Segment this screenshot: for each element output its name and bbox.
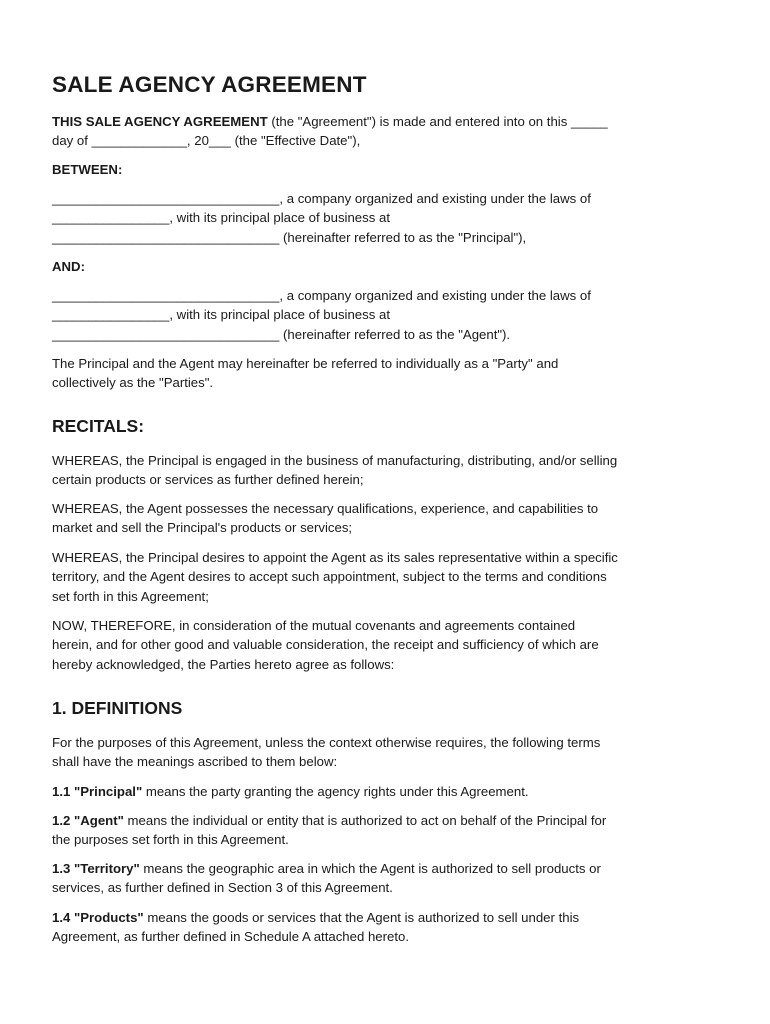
definition-2-line-1: 1.2 "Agent" means the individual or entity that is authorized to act on behalf of the Principal for	[52, 813, 607, 828]
recital-4-line-3: hereby acknowledged, the Parties hereto agree as follows:	[52, 657, 395, 672]
parties-line-1: The Principal and the Agent may hereinafter be referred to individually as a "Party" and	[52, 356, 559, 371]
recital-2-line-1: WHEREAS, the Agent possesses the necessary qualifications, experience, and capabilities to	[52, 501, 599, 516]
recitals-heading: RECITALS:	[52, 416, 145, 436]
recital-3-line-3: set forth in this Agreement;	[52, 589, 209, 604]
between-label: BETWEEN:	[52, 162, 123, 177]
recital-4-line-2: herein, and for other good and valuable consideration, the receipt and sufficiency of which are	[52, 637, 599, 652]
agent-line-1: _______________________________, a company organized and existing under the laws of	[52, 288, 591, 303]
definitions-heading: 1. DEFINITIONS	[52, 698, 183, 718]
recital-1-line-1: WHEREAS, the Principal is engaged in the business of manufacturing, distributing, and/or selling	[52, 453, 618, 468]
and-label: AND:	[52, 259, 85, 274]
definition-term: 1.2 "Agent"	[52, 813, 124, 828]
parties-line-2: collectively as the "Parties".	[52, 375, 214, 390]
document-title: SALE AGENCY AGREEMENT	[52, 72, 367, 97]
definition-1-line-1: 1.1 "Principal" means the party granting the agency rights under this Agreement.	[52, 784, 529, 799]
definition-3-line-2: services, as further defined in Section 3 of this Agreement.	[52, 880, 393, 895]
intro-line-1	[52, 112, 608, 132]
principal-line-1: _______________________________, a company organized and existing under the laws of	[52, 191, 591, 206]
recital-3-line-1: WHEREAS, the Principal desires to appoint the Agent as its sales representative within a specific	[52, 550, 618, 565]
principal-line-3: _______________________________ (hereinafter referred to as the "Principal"),	[52, 230, 527, 245]
intro-text: (the "Agreement") is made and entered into on this _____	[267, 114, 608, 129]
definition-term: 1.1 "Principal"	[52, 784, 143, 799]
definition-3-line-1: 1.3 "Territory" means the geographic area in which the Agent is authorized to sell products or	[52, 861, 601, 876]
definitions-intro-line-2: shall have the meanings ascribed to them below:	[52, 754, 338, 769]
definition-term: 1.4 "Products"	[52, 910, 144, 925]
intro-line-2: day of _____________, 20___ (the "Effective Date"),	[52, 133, 361, 148]
principal-line-2: ________________, with its principal place of business at	[52, 210, 390, 225]
definition-2-line-2: the purposes set forth in this Agreement.	[52, 832, 289, 847]
agent-line-2: ________________, with its principal place of business at	[52, 307, 390, 322]
definition-4-line-1: 1.4 "Products" means the goods or services that the Agent is authorized to sell under this	[52, 910, 580, 925]
definitions-intro-line-1: For the purposes of this Agreement, unless the context otherwise requires, the following terms	[52, 735, 601, 750]
recital-1-line-2: certain products or services as further defined herein;	[52, 472, 364, 487]
agent-line-3: _______________________________ (hereinafter referred to as the "Agent").	[52, 327, 511, 342]
intro-lead: THIS SALE AGENCY AGREEMENT	[52, 114, 268, 129]
definition-term: 1.3 "Territory"	[52, 861, 140, 876]
recital-3-line-2: territory, and the Agent desires to accept such appointment, subject to the terms and conditions	[52, 569, 607, 584]
definition-4-line-2: Agreement, as further defined in Schedule A attached hereto.	[52, 929, 410, 944]
recital-2-line-2: market and sell the Principal's products or services;	[52, 520, 353, 535]
recital-4-line-1: NOW, THEREFORE, in consideration of the mutual covenants and agreements contained	[52, 618, 576, 633]
